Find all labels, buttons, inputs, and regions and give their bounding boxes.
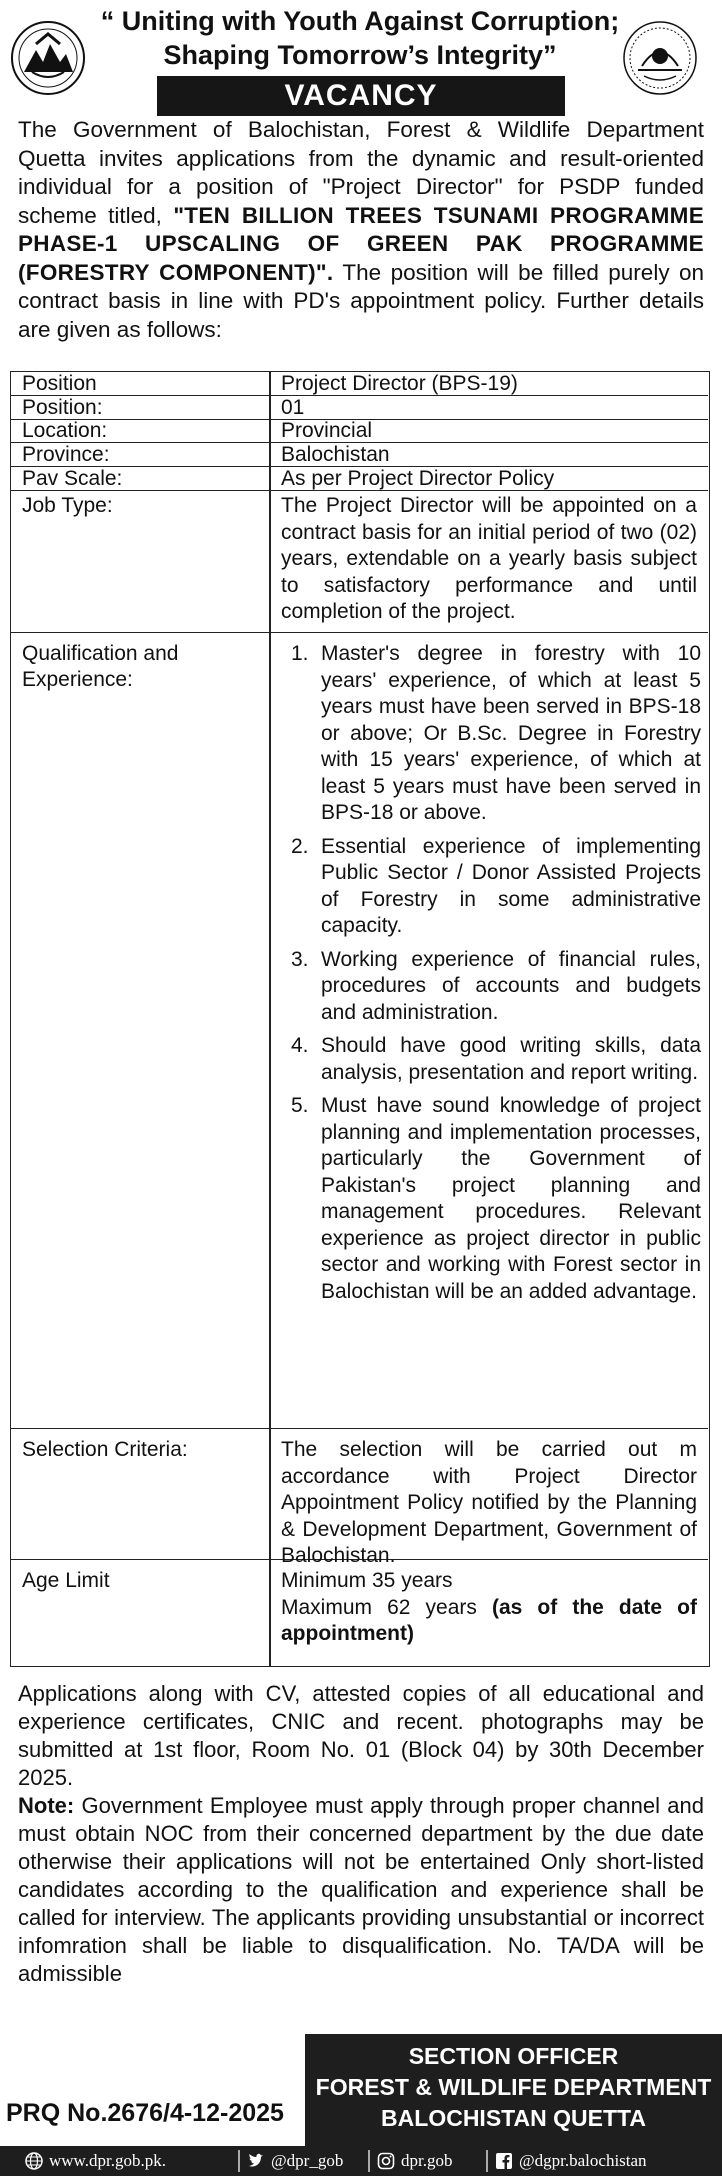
signature-line-3: BALOCHISTAN QUETTA	[381, 2105, 646, 2131]
intro-text-1: The Government of Balochistan, Forest & Wildlife Department Quetta invites applications from the dynamic and result-oriented individual for a position of "Project Director" for PSDP funded scheme titled,	[18, 117, 704, 228]
row-value: As per Project Director Policy	[281, 467, 555, 490]
age-minimum: Minimum 35 years	[281, 1569, 453, 1592]
closing-section	[18, 1680, 704, 1988]
slogan-line-2: Shaping Tomorrow’s Integrity”	[163, 40, 557, 70]
row-value: The Project Director will be appointed on a contract basis for an initial period of two (02) years, extendable on a yearly basis subject to satisfactory performance and until completion of the project.	[281, 494, 697, 623]
list-item: 4. Should have good writing skills, data analysis, presentation and report writing.	[291, 1034, 701, 1084]
list-item: 3. Working experience of financial rules, procedures of accounts and budgets and administration.	[291, 947, 701, 1024]
balochistan-government-logo	[10, 20, 86, 96]
footer-twitter[interactable]: @dpr_gob	[246, 2146, 343, 2176]
table-row	[11, 372, 708, 396]
table-row	[11, 420, 708, 443]
qualification-list	[281, 641, 701, 1312]
table-row	[11, 396, 708, 420]
intro-text-2: The position will be filled purely on contract basis in line with PD's appointment policy. Further details are given as follows:	[18, 259, 704, 342]
table-row-qualification	[11, 633, 708, 1429]
header	[0, 0, 722, 112]
table-row	[11, 491, 708, 633]
age-value	[281, 1568, 697, 1648]
table-row	[11, 467, 708, 491]
list-item: 2. Essential experience of implementing Public Sector / Donor Assisted Projects of Forestry in some administrative capacity.	[291, 834, 701, 937]
row-value: Provincial	[281, 419, 373, 442]
row-label: Position:	[22, 396, 103, 419]
footer-bar	[0, 2146, 722, 2176]
scheme-title: "TEN BILLION TREES TSUNAMI PROGRAMME PHASE-1 UPSCALING OF GREEN PAK PROGRAMME (FORESTRY COMPONENT)".	[18, 202, 704, 285]
selection-label: Selection Criteria:	[22, 1438, 188, 1461]
qualification-label: Qualification and Experience:	[22, 642, 179, 691]
note-paragraph	[18, 1792, 704, 1988]
list-item: 1. Master's degree in forestry with 10 years' experience, of which at least 5 years must have been served in BPS-18 or above; Or B.Sc. Degree in Forestry with 15 years' experience, of which at least 5 years must have been served in BPS-18 or above.	[291, 642, 701, 824]
note-text: Government Employee must apply through proper channel and must obtain NOC from their concerned department by the due date otherwise their applications will not be entertained Only short-listed candidates according to the qualification and experience shall be called for interview. The applicants providing unsubstantial or incorrect infomration shall be liable to disqualification. No. TA/DA will be admissible	[18, 1793, 704, 1986]
row-label: Job Type:	[22, 494, 113, 517]
prq-number: PRQ No.2676/4-12-2025	[6, 2099, 284, 2127]
footer-instagram[interactable]: dpr.gob	[376, 2146, 452, 2176]
table-row-age	[11, 1560, 708, 1666]
instagram-icon	[376, 2151, 396, 2171]
row-value: Balochistan	[281, 443, 390, 466]
twitter-icon	[246, 2151, 266, 2171]
facebook-icon	[494, 2151, 514, 2171]
table-row	[11, 443, 708, 467]
age-label: Age Limit	[22, 1569, 110, 1592]
signature-block	[305, 2034, 722, 2146]
signature-line-1: SECTION OFFICER	[408, 2043, 619, 2069]
slogan-line-1: “ Uniting with Youth Against Corruption;	[100, 6, 620, 36]
footer-facebook[interactable]: @dgpr.balochistan	[494, 2146, 647, 2176]
anti-corruption-emblem	[622, 20, 698, 96]
signature-line-2: FOREST & WILDLIFE DEPARTMENT	[315, 2074, 712, 2100]
intro-paragraph	[18, 116, 704, 344]
row-value: Project Director (BPS-19)	[281, 372, 518, 395]
row-label: Province:	[22, 443, 110, 466]
vacancy-banner: VACANCY	[157, 76, 565, 116]
list-item: 5. Must have sound knowledge of project planning and implementation processes, particularly the Government of Pakistan's project planning and management procedures. Relevant experience as project director in public sector and working with Forest sector in Balochistan will be an added advantage.	[291, 1094, 701, 1303]
vacancy-details-table	[10, 371, 710, 1667]
footer-website[interactable]: www.dpr.gob.pk.	[24, 2146, 166, 2176]
application-instructions: Applications along with CV, attested copies of all educational and experience certificates, CNIC and recent. photographs may be submitted at 1st floor, Room No. 01 (Block 04) by 30th December 2025.	[18, 1681, 704, 1790]
age-maximum-note: (as of the date of appointment)	[281, 1595, 697, 1645]
row-label: Pav Scale:	[22, 467, 123, 490]
age-maximum: Maximum 62 years (as of the date of appointment)	[281, 1595, 697, 1645]
globe-icon	[24, 2151, 44, 2171]
row-label: Position	[22, 372, 97, 395]
selection-value: The selection will be carried out m accordance with Project Director Appointment Policy notified by the Planning & Development Department, Government of Balochistan.	[281, 1438, 697, 1567]
row-value: 01	[281, 396, 305, 419]
row-label: Location:	[22, 419, 108, 442]
note-label: Note:	[18, 1793, 75, 1818]
table-row-selection	[11, 1429, 708, 1567]
